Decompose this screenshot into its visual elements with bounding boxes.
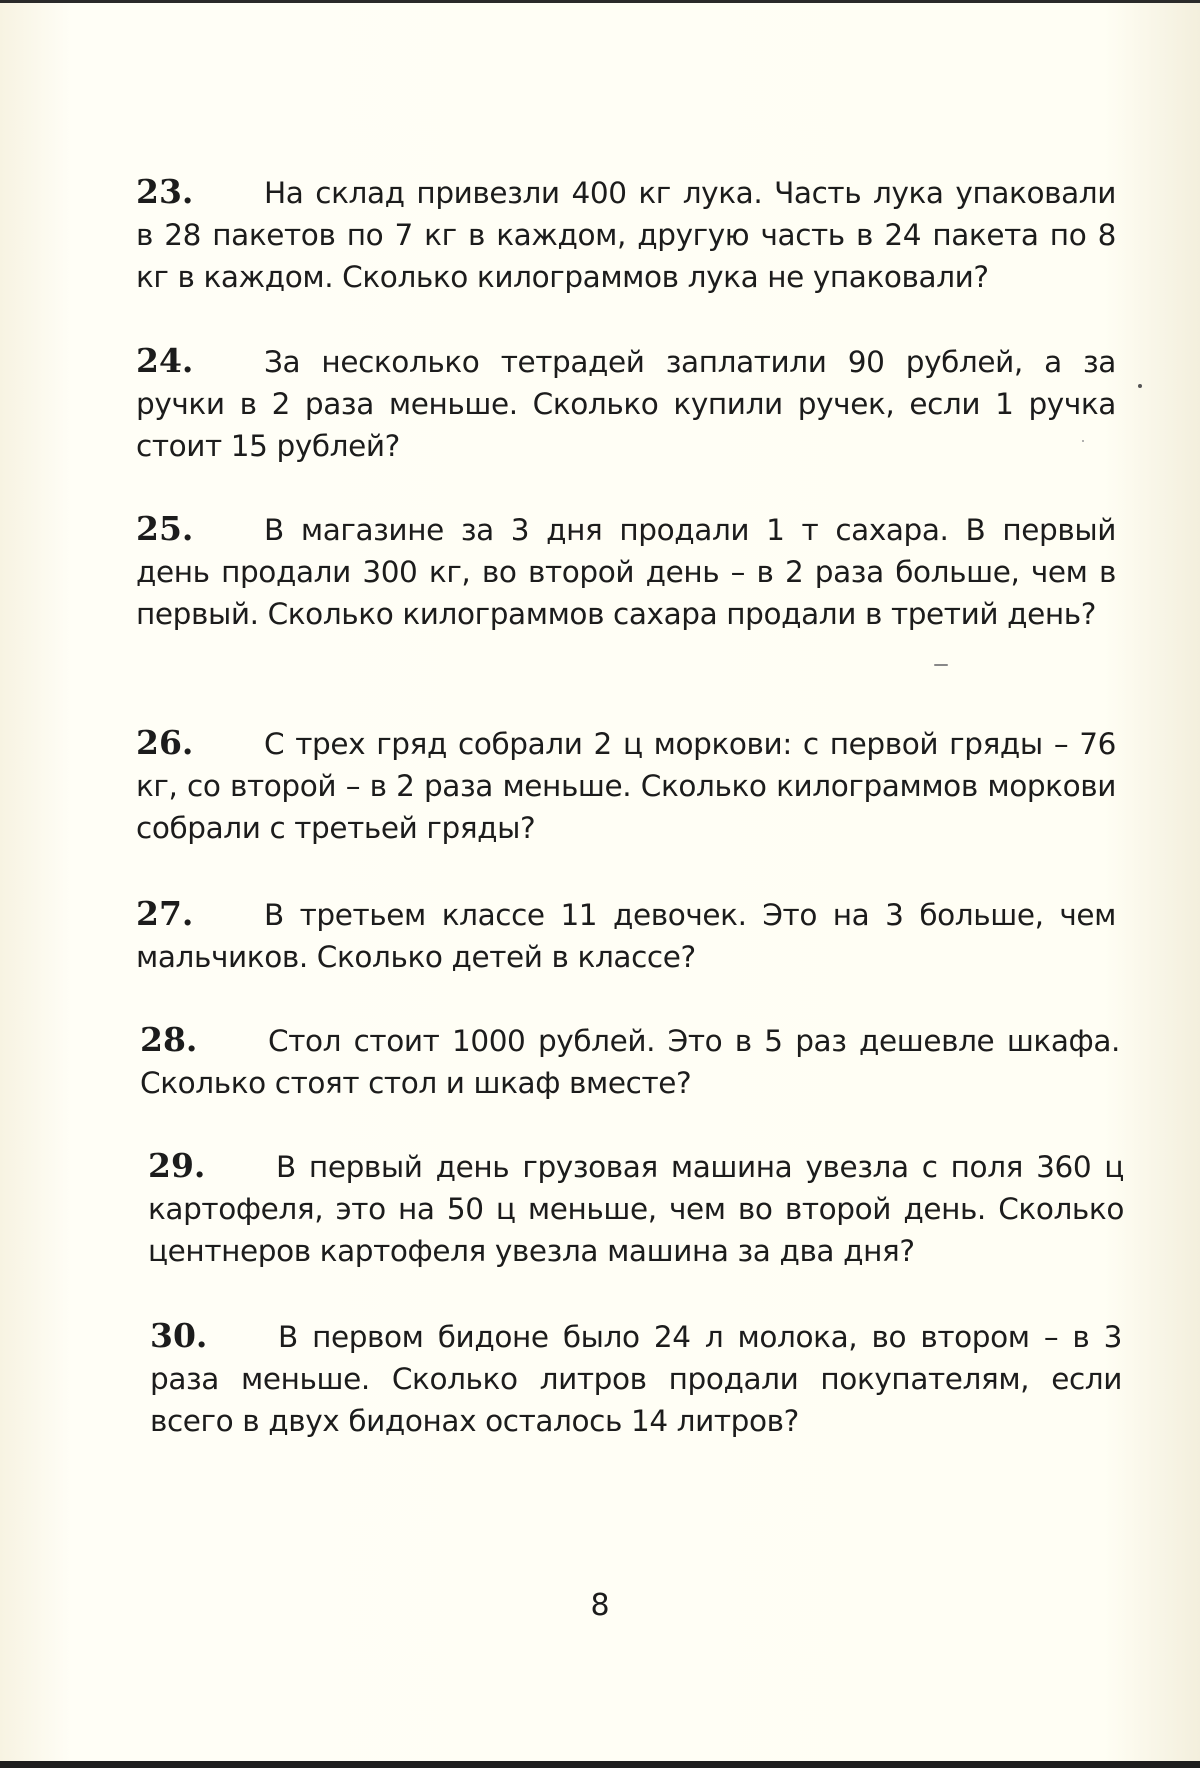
problem-number: 23. xyxy=(136,172,194,211)
problem-26 xyxy=(136,722,1116,849)
page-top-edge xyxy=(0,0,1200,3)
problem-28 xyxy=(140,1019,1120,1104)
problem-number: 24. xyxy=(136,341,194,380)
problem-text: С трех гряд собрали 2 ц моркови: с первой гряды – 76 кг, со второй – в 2 раза меньше. Сколько килограммов моркови собрали с третьей гряды? xyxy=(136,727,1116,845)
problem-number: 30. xyxy=(150,1316,208,1355)
problem-text: В первый день грузовая машина увезла с поля 360 ц картофеля, это на 50 ц меньше, чем во второй день. Сколько центнеров картофеля увезла машина за два дня? xyxy=(148,1150,1124,1268)
problem-23 xyxy=(136,171,1116,298)
problem-29 xyxy=(148,1145,1124,1272)
scan-speck xyxy=(1138,384,1142,388)
problem-27 xyxy=(136,893,1116,978)
scan-speck xyxy=(1082,440,1084,442)
problem-text: На склад привезли 400 кг лука. Часть лука упаковали в 28 пакетов по 7 кг в каждом, другую часть в 24 пакета по 8 кг в каждом. Сколько килограммов лука не упаковали? xyxy=(136,176,1116,294)
problem-text: В третьем классе 11 девочек. Это на 3 больше, чем мальчиков. Сколько детей в классе? xyxy=(136,898,1116,974)
problem-number: 25. xyxy=(136,509,194,548)
problem-text: За несколько тетрадей заплатили 90 рублей, а за ручки в 2 раза меньше. Сколько купили ручек, если 1 ручка стоит 15 рублей? xyxy=(136,345,1116,463)
problem-24 xyxy=(136,340,1116,467)
page-bottom-edge xyxy=(0,1761,1200,1768)
page-number: 8 xyxy=(590,1588,610,1623)
problem-number: 26. xyxy=(136,723,194,762)
problem-number: 27. xyxy=(136,894,194,933)
problem-25 xyxy=(136,508,1116,635)
problem-number: 28. xyxy=(140,1020,198,1059)
problem-30 xyxy=(150,1315,1122,1442)
scan-speck xyxy=(934,664,948,666)
problem-text: В первом бидоне было 24 л молока, во втором – в 3 раза меньше. Сколько литров продали покупателям, если всего в двух бидонах осталось 14 литров? xyxy=(150,1320,1122,1438)
problem-text: Стол стоит 1000 рублей. Это в 5 раз дешевле шкафа. Сколько стоят стол и шкаф вместе? xyxy=(140,1024,1120,1100)
problem-number: 29. xyxy=(148,1146,206,1185)
problem-text: В магазине за 3 дня продали 1 т сахара. В первый день продали 300 кг, во второй день – в 2 раза больше, чем в первый. Сколько килограммов сахара продали в третий день? xyxy=(136,513,1116,631)
